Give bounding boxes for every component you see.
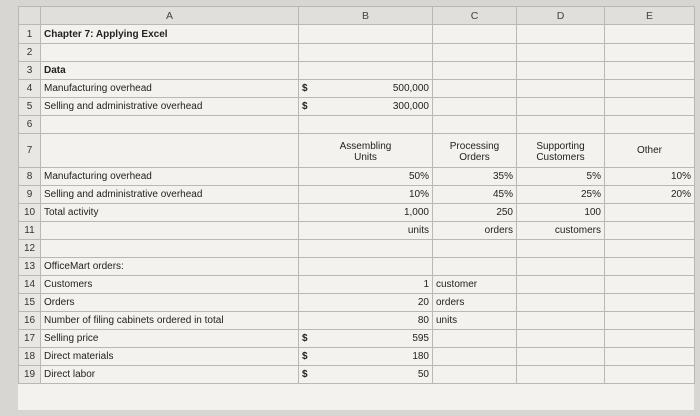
cell-e6[interactable] bbox=[605, 116, 695, 134]
cell-b18[interactable] bbox=[299, 348, 433, 366]
cell-e1[interactable] bbox=[605, 25, 695, 44]
cell-c14[interactable]: customer bbox=[433, 276, 517, 294]
cell-c12[interactable] bbox=[433, 240, 517, 258]
cell-c6[interactable] bbox=[433, 116, 517, 134]
cell-d17[interactable] bbox=[517, 330, 605, 348]
row-13 bbox=[19, 258, 695, 276]
cell-d3[interactable] bbox=[517, 62, 605, 80]
row-17 bbox=[19, 330, 695, 348]
cell-c8[interactable]: 35% bbox=[433, 168, 517, 186]
cell-c16[interactable]: units bbox=[433, 312, 517, 330]
cell-e8[interactable]: 10% bbox=[605, 168, 695, 186]
row-8 bbox=[19, 168, 695, 186]
row-header[interactable]: 5 bbox=[19, 98, 41, 116]
cell-b5[interactable] bbox=[299, 98, 433, 116]
cell-b4[interactable] bbox=[299, 80, 433, 98]
cell-e18[interactable] bbox=[605, 348, 695, 366]
row-header[interactable]: 10 bbox=[19, 204, 41, 222]
header-line: Supporting bbox=[536, 140, 585, 152]
row-header[interactable]: 17 bbox=[19, 330, 41, 348]
row-16 bbox=[19, 312, 695, 330]
cell-b8[interactable]: 50% bbox=[299, 168, 433, 186]
cell-d13[interactable] bbox=[517, 258, 605, 276]
cell-c17[interactable] bbox=[433, 330, 517, 348]
cell-e7[interactable]: Other bbox=[605, 134, 695, 168]
cell-d4[interactable] bbox=[517, 80, 605, 98]
row-header[interactable]: 19 bbox=[19, 366, 41, 384]
cell-a11[interactable] bbox=[41, 222, 299, 240]
row-header[interactable]: 14 bbox=[19, 276, 41, 294]
row-header[interactable]: 16 bbox=[19, 312, 41, 330]
cell-d12[interactable] bbox=[517, 240, 605, 258]
dollar-sign: $ bbox=[302, 333, 308, 344]
cell-c5[interactable] bbox=[433, 98, 517, 116]
column-header-c[interactable]: C bbox=[433, 7, 517, 25]
spreadsheet-grid bbox=[18, 6, 695, 384]
row-18 bbox=[19, 348, 695, 366]
cell-e15[interactable] bbox=[605, 294, 695, 312]
row-6 bbox=[19, 116, 695, 134]
cell-b17-value: 595 bbox=[412, 333, 429, 344]
dollar-sign: $ bbox=[302, 83, 308, 94]
cell-b12[interactable] bbox=[299, 240, 433, 258]
cell-a17[interactable]: Selling price bbox=[41, 330, 299, 348]
cell-a12[interactable] bbox=[41, 240, 299, 258]
cell-c2[interactable] bbox=[433, 44, 517, 62]
cell-b3[interactable] bbox=[299, 62, 433, 80]
column-header-e[interactable]: E bbox=[605, 7, 695, 25]
cell-c3[interactable] bbox=[433, 62, 517, 80]
cell-d2[interactable] bbox=[517, 44, 605, 62]
row-2 bbox=[19, 44, 695, 62]
row-14 bbox=[19, 276, 695, 294]
cell-a7[interactable] bbox=[41, 134, 299, 168]
cell-d16[interactable] bbox=[517, 312, 605, 330]
header-line: Orders bbox=[459, 151, 490, 163]
row-header[interactable]: 13 bbox=[19, 258, 41, 276]
cell-e9[interactable]: 20% bbox=[605, 186, 695, 204]
cell-a8[interactable]: Manufacturing overhead bbox=[41, 168, 299, 186]
row-header[interactable]: 7 bbox=[19, 134, 41, 168]
cell-a1[interactable]: Chapter 7: Applying Excel bbox=[41, 25, 299, 44]
cell-a3[interactable]: Data bbox=[41, 62, 299, 80]
cell-c13[interactable] bbox=[433, 258, 517, 276]
cell-c1[interactable] bbox=[433, 25, 517, 44]
cell-a18[interactable]: Direct materials bbox=[41, 348, 299, 366]
header-line: Processing bbox=[449, 140, 500, 152]
row-header[interactable]: 4 bbox=[19, 80, 41, 98]
cell-d8[interactable]: 5% bbox=[517, 168, 605, 186]
cell-c18[interactable] bbox=[433, 348, 517, 366]
cell-e3[interactable] bbox=[605, 62, 695, 80]
cell-b13[interactable] bbox=[299, 258, 433, 276]
cell-e16[interactable] bbox=[605, 312, 695, 330]
cell-b16[interactable]: 80 bbox=[299, 312, 433, 330]
header-line: Units bbox=[354, 151, 377, 163]
cell-e11[interactable] bbox=[605, 222, 695, 240]
cell-a2[interactable] bbox=[41, 44, 299, 62]
cell-b9[interactable]: 10% bbox=[299, 186, 433, 204]
row-header[interactable]: 1 bbox=[19, 25, 41, 44]
cell-a14[interactable]: Customers bbox=[41, 276, 299, 294]
spreadsheet bbox=[18, 6, 694, 410]
cell-d7[interactable] bbox=[517, 134, 605, 168]
cell-e10[interactable] bbox=[605, 204, 695, 222]
dollar-sign: $ bbox=[302, 369, 308, 380]
row-header[interactable]: 12 bbox=[19, 240, 41, 258]
cell-e14[interactable] bbox=[605, 276, 695, 294]
column-header-d[interactable]: D bbox=[517, 7, 605, 25]
cell-d10[interactable]: 100 bbox=[517, 204, 605, 222]
cell-b19-value: 50 bbox=[417, 369, 429, 380]
select-all-corner[interactable] bbox=[19, 7, 41, 25]
cell-d11[interactable]: customers bbox=[517, 222, 605, 240]
cell-c11[interactable]: orders bbox=[433, 222, 517, 240]
cell-b7[interactable] bbox=[299, 134, 433, 168]
row-header[interactable]: 2 bbox=[19, 44, 41, 62]
cell-b15[interactable]: 20 bbox=[299, 294, 433, 312]
cell-b11[interactable]: units bbox=[299, 222, 433, 240]
cell-b10[interactable]: 1,000 bbox=[299, 204, 433, 222]
row-header[interactable]: 11 bbox=[19, 222, 41, 240]
cell-e13[interactable] bbox=[605, 258, 695, 276]
row-5 bbox=[19, 98, 695, 116]
cell-b18-value: 180 bbox=[412, 351, 429, 362]
cell-b19[interactable] bbox=[299, 366, 433, 384]
dollar-sign: $ bbox=[302, 351, 308, 362]
row-header[interactable]: 15 bbox=[19, 294, 41, 312]
row-header[interactable]: 18 bbox=[19, 348, 41, 366]
cell-a19[interactable]: Direct labor bbox=[41, 366, 299, 384]
row-header[interactable]: 3 bbox=[19, 62, 41, 80]
row-11 bbox=[19, 222, 695, 240]
cell-d15[interactable] bbox=[517, 294, 605, 312]
cell-a15[interactable]: Orders bbox=[41, 294, 299, 312]
header-line: Assembling bbox=[339, 140, 392, 152]
column-header-a[interactable]: A bbox=[41, 7, 299, 25]
row-1 bbox=[19, 25, 695, 44]
cell-a16[interactable]: Number of filing cabinets ordered in total bbox=[41, 312, 299, 330]
cell-e17[interactable] bbox=[605, 330, 695, 348]
cell-c7[interactable] bbox=[433, 134, 517, 168]
cell-b1[interactable] bbox=[299, 25, 433, 44]
cell-c15[interactable]: orders bbox=[433, 294, 517, 312]
row-9 bbox=[19, 186, 695, 204]
cell-e4[interactable] bbox=[605, 80, 695, 98]
row-header[interactable]: 6 bbox=[19, 116, 41, 134]
cell-e5[interactable] bbox=[605, 98, 695, 116]
column-header-b[interactable]: B bbox=[299, 7, 433, 25]
cell-d14[interactable] bbox=[517, 276, 605, 294]
cell-c10[interactable]: 250 bbox=[433, 204, 517, 222]
cell-d5[interactable] bbox=[517, 98, 605, 116]
cell-e19[interactable] bbox=[605, 366, 695, 384]
row-7 bbox=[19, 134, 695, 168]
cell-a4[interactable]: Manufacturing overhead bbox=[41, 80, 299, 98]
cell-e2[interactable] bbox=[605, 44, 695, 62]
cell-d1[interactable] bbox=[517, 25, 605, 44]
cell-d18[interactable] bbox=[517, 348, 605, 366]
dollar-sign: $ bbox=[302, 101, 308, 112]
cell-b17[interactable] bbox=[299, 330, 433, 348]
cell-b5-value: 300,000 bbox=[392, 101, 429, 112]
cell-c19[interactable] bbox=[433, 366, 517, 384]
cell-d19[interactable] bbox=[517, 366, 605, 384]
cell-c4[interactable] bbox=[433, 80, 517, 98]
cell-a13[interactable]: OfficeMart orders: bbox=[41, 258, 299, 276]
cell-a5[interactable]: Selling and administrative overhead bbox=[41, 98, 299, 116]
cell-c9[interactable]: 45% bbox=[433, 186, 517, 204]
cell-b4-value: 500,000 bbox=[392, 83, 429, 94]
cell-e12[interactable] bbox=[605, 240, 695, 258]
row-15 bbox=[19, 294, 695, 312]
row-3 bbox=[19, 62, 695, 80]
row-header[interactable]: 9 bbox=[19, 186, 41, 204]
row-10 bbox=[19, 204, 695, 222]
cell-d9[interactable]: 25% bbox=[517, 186, 605, 204]
row-19 bbox=[19, 366, 695, 384]
header-line: Customers bbox=[536, 151, 585, 163]
row-12 bbox=[19, 240, 695, 258]
cell-b14[interactable]: 1 bbox=[299, 276, 433, 294]
column-header-row bbox=[19, 7, 695, 25]
cell-b2[interactable] bbox=[299, 44, 433, 62]
row-header[interactable]: 8 bbox=[19, 168, 41, 186]
cell-b6[interactable] bbox=[299, 116, 433, 134]
cell-a10[interactable]: Total activity bbox=[41, 204, 299, 222]
row-4 bbox=[19, 80, 695, 98]
cell-a6[interactable] bbox=[41, 116, 299, 134]
cell-d6[interactable] bbox=[517, 116, 605, 134]
cell-a9[interactable]: Selling and administrative overhead bbox=[41, 186, 299, 204]
